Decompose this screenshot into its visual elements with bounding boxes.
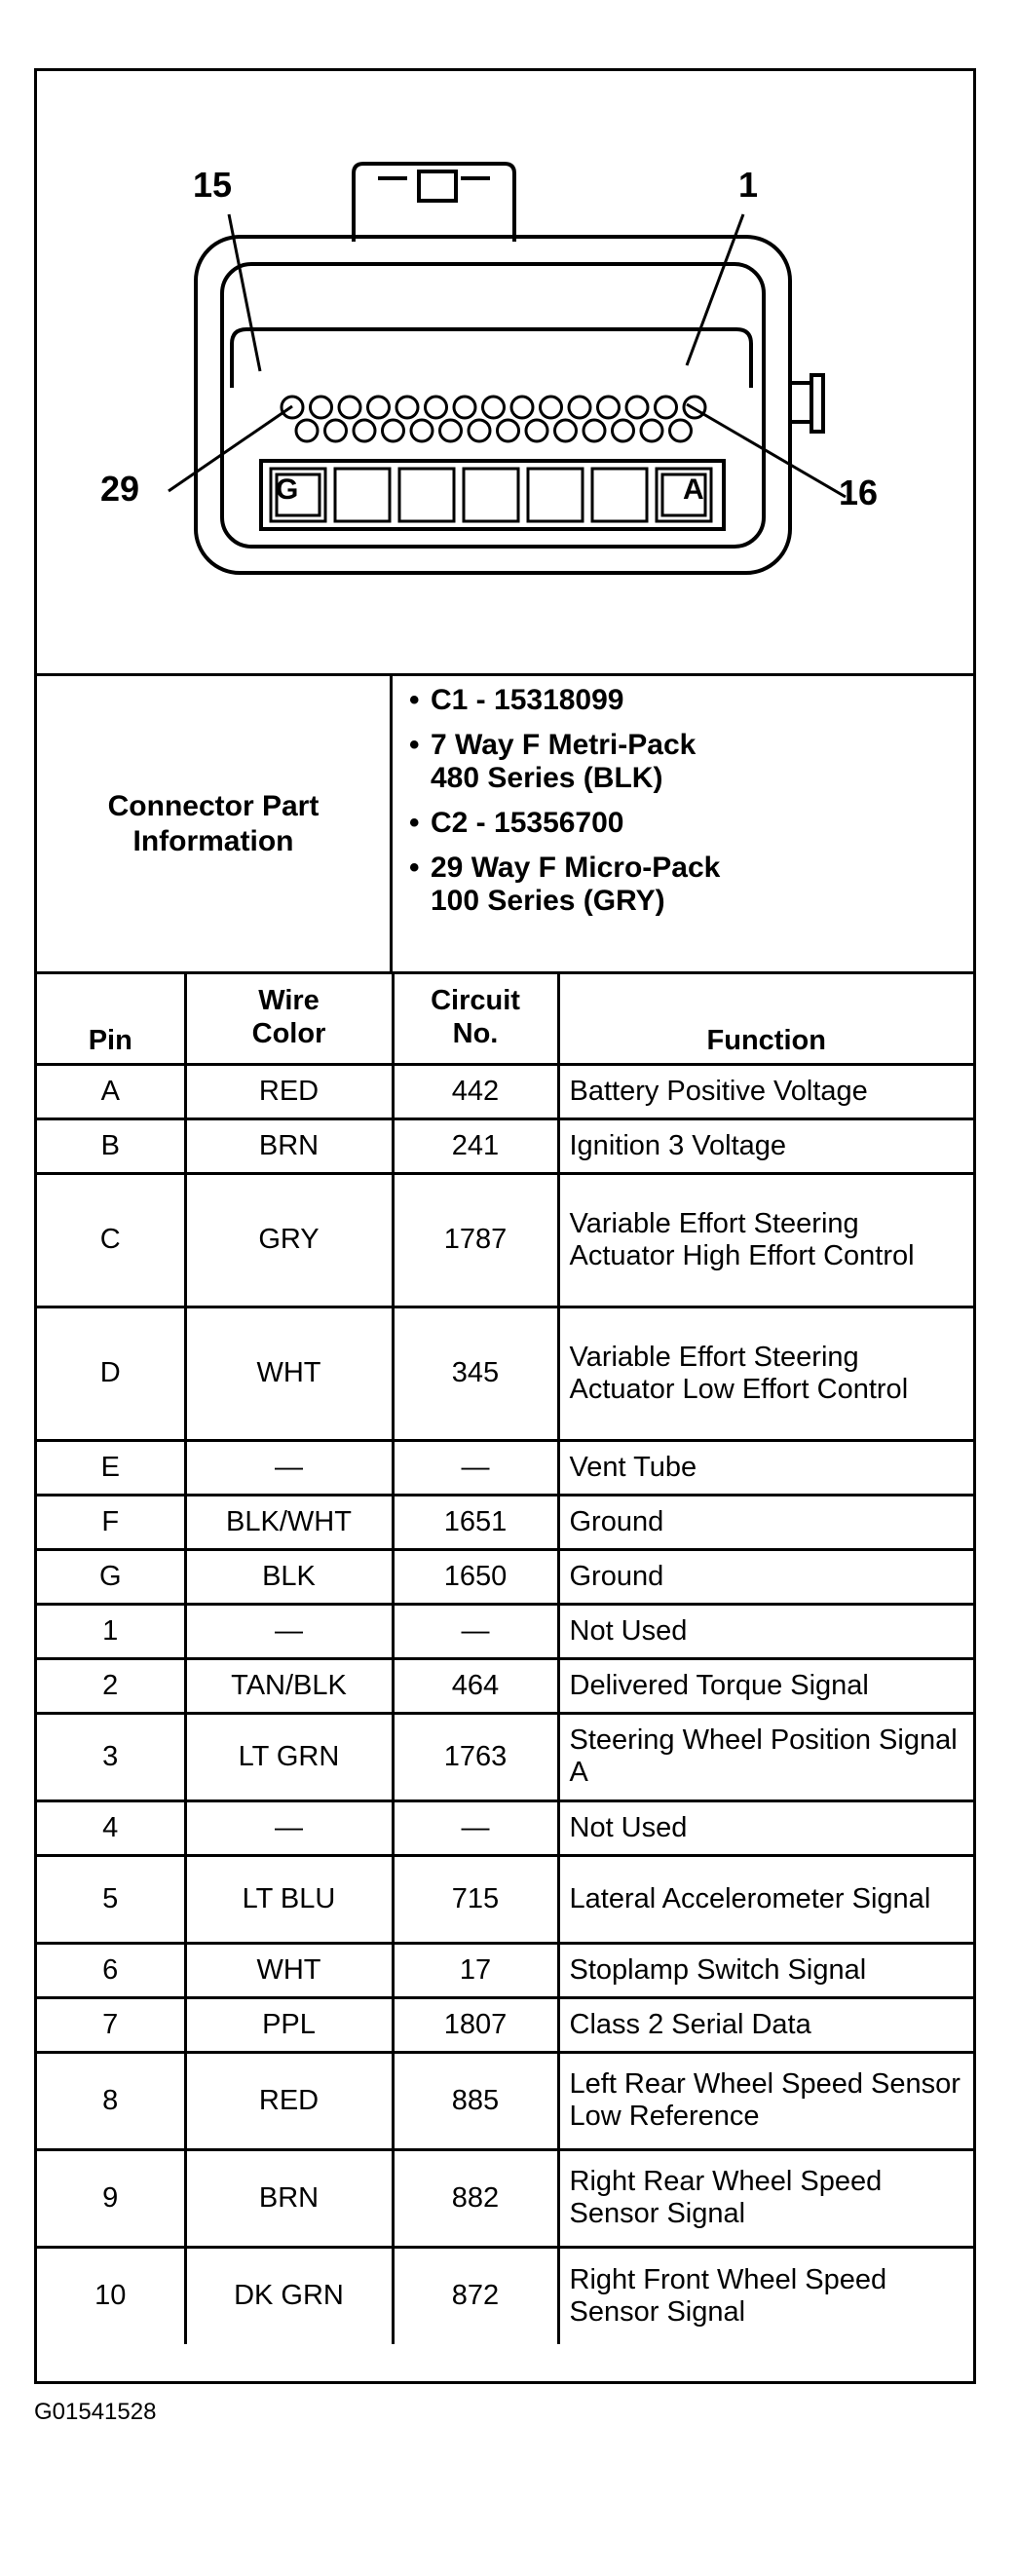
cell-function: Variable Effort Steering Actuator Low Effort Control	[558, 1307, 973, 1440]
cell-circuit-no: 1787	[393, 1173, 558, 1307]
cell-wire-color: WHT	[185, 1307, 393, 1440]
cell-pin: 2	[37, 1658, 185, 1713]
cell-wire-color: PPL	[185, 1997, 393, 2052]
table-row	[37, 1943, 973, 1997]
connector-info-item-text: 480 Series (BLK)	[431, 762, 663, 794]
cell-wire-color: TAN/BLK	[185, 1658, 393, 1713]
leader-29	[169, 406, 292, 491]
cell-circuit-no: 872	[393, 2247, 558, 2344]
connector-info-label	[37, 676, 393, 971]
pin-cavity	[325, 420, 347, 441]
terminal-cavity	[528, 469, 583, 521]
cell-pin: 3	[37, 1713, 185, 1800]
terminal-cavity	[464, 469, 518, 521]
connector-drawing	[37, 71, 973, 673]
table-row	[37, 1495, 973, 1549]
cell-wire-color: —	[185, 1604, 393, 1658]
pin-cavity	[526, 420, 547, 441]
cell-function: Vent Tube	[558, 1440, 973, 1495]
pin-cavity	[426, 397, 447, 418]
cell-function: Right Rear Wheel Speed Sensor Signal	[558, 2149, 973, 2247]
table-row	[37, 2247, 973, 2344]
table-row	[37, 1713, 973, 1800]
pin-cavity	[613, 420, 634, 441]
cell-function: Ground	[558, 1549, 973, 1604]
cell-pin: 10	[37, 2247, 185, 2344]
header-wire-line2: Color	[251, 1017, 326, 1049]
pin-cavity	[339, 397, 360, 418]
cell-wire-color: RED	[185, 2052, 393, 2149]
cell-wire-color: LT BLU	[185, 1855, 393, 1943]
cell-pin: 6	[37, 1943, 185, 1997]
cell-wire-color: —	[185, 1800, 393, 1855]
pinout-table	[37, 971, 973, 2344]
pin-cavity	[454, 397, 475, 418]
cell-circuit-no: 715	[393, 1855, 558, 1943]
header-circuit-no	[393, 971, 558, 1064]
connector-part-information	[37, 676, 973, 974]
cell-circuit-no: 1651	[393, 1495, 558, 1549]
figure-id: G01541528	[34, 2399, 157, 2425]
header-pin: Pin	[37, 971, 185, 1064]
cell-circuit-no: 882	[393, 2149, 558, 2247]
cell-function: Ignition 3 Voltage	[558, 1118, 973, 1173]
pin-cavity	[598, 397, 620, 418]
cell-pin: 5	[37, 1855, 185, 1943]
connector-info-item-text: 100 Series (GRY)	[431, 885, 665, 917]
pin-cavity	[584, 420, 605, 441]
callout-29: 29	[100, 469, 140, 509]
connector-info-item-text: • C2 - 15356700	[431, 807, 624, 839]
cell-pin: C	[37, 1173, 185, 1307]
cell-pin: D	[37, 1307, 185, 1440]
cell-function: Stoplamp Switch Signal	[558, 1943, 973, 1997]
cell-function: Not Used	[558, 1800, 973, 1855]
cell-wire-color: WHT	[185, 1943, 393, 1997]
cell-circuit-no: 464	[393, 1658, 558, 1713]
cell-wire-color: BRN	[185, 2149, 393, 2247]
cell-pin: 9	[37, 2149, 185, 2247]
cell-pin: 7	[37, 1997, 185, 2052]
connector-info-item-text: • C1 - 15318099	[431, 684, 624, 716]
connector-info-item	[396, 807, 970, 840]
header-function: Function	[558, 971, 973, 1064]
cavity-label-a: A	[683, 474, 704, 506]
cell-function: Lateral Accelerometer Signal	[558, 1855, 973, 1943]
cell-function: Variable Effort Steering Actuator High Effort Control	[558, 1173, 973, 1307]
table-row	[37, 1658, 973, 1713]
table-header-row	[37, 971, 973, 1064]
table-row	[37, 1064, 973, 1118]
pin-cavity	[440, 420, 462, 441]
cell-wire-color: BLK	[185, 1549, 393, 1604]
connector-info-label-line1: Connector Part	[107, 789, 320, 822]
cell-circuit-no: 1807	[393, 1997, 558, 2052]
connector-info-item	[396, 729, 970, 795]
connector-info-item-text: • 7 Way F Metri-Pack	[431, 729, 697, 761]
cell-circuit-no: —	[393, 1440, 558, 1495]
terminal-cavity	[592, 469, 647, 521]
cell-wire-color: BLK/WHT	[185, 1495, 393, 1549]
cell-function: Battery Positive Voltage	[558, 1064, 973, 1118]
cell-function: Left Rear Wheel Speed Sensor Low Reference	[558, 2052, 973, 2149]
cavity-label-g: G	[276, 474, 299, 506]
terminal-cavity	[399, 469, 454, 521]
cell-wire-color: BRN	[185, 1118, 393, 1173]
pin-cavity	[511, 397, 533, 418]
pin-cavity	[396, 397, 418, 418]
cell-circuit-no: 345	[393, 1307, 558, 1440]
cell-function: Delivered Torque Signal	[558, 1658, 973, 1713]
cell-function: Ground	[558, 1495, 973, 1549]
cell-pin: F	[37, 1495, 185, 1549]
connector-info-item	[396, 852, 970, 918]
pin-cavity	[368, 397, 390, 418]
cell-pin: 8	[37, 2052, 185, 2149]
cell-pin: A	[37, 1064, 185, 1118]
cell-wire-color: LT GRN	[185, 1713, 393, 1800]
connector-info-label-line2: Information	[132, 824, 294, 857]
pin-cavity	[469, 420, 490, 441]
pin-cavity	[656, 397, 677, 418]
cell-pin: 4	[37, 1800, 185, 1855]
pin-cavity	[641, 420, 662, 441]
cell-function: Steering Wheel Position Signal A	[558, 1713, 973, 1800]
pin-cavity	[541, 397, 562, 418]
header-circuit-line1: Circuit	[431, 984, 520, 1016]
header-circuit-line2: No.	[452, 1017, 499, 1049]
cell-circuit-no: 1763	[393, 1713, 558, 1800]
pin-cavity	[354, 420, 375, 441]
cell-pin: B	[37, 1118, 185, 1173]
table-row	[37, 1604, 973, 1658]
cell-wire-color: —	[185, 1440, 393, 1495]
pin-cavity	[670, 420, 692, 441]
pin-cavity	[569, 397, 590, 418]
cell-pin: 1	[37, 1604, 185, 1658]
table-row	[37, 1118, 973, 1173]
cell-function: Right Front Wheel Speed Sensor Signal	[558, 2247, 973, 2344]
pin-cavity	[411, 420, 433, 441]
connector-info-list	[396, 684, 970, 929]
header-wire-line1: Wire	[258, 984, 320, 1016]
table-row	[37, 1307, 973, 1440]
cell-circuit-no: 885	[393, 2052, 558, 2149]
table-row	[37, 1800, 973, 1855]
callout-1: 1	[738, 165, 759, 205]
pin-cavity	[383, 420, 404, 441]
pin-cavity	[483, 397, 505, 418]
cell-function: Not Used	[558, 1604, 973, 1658]
callout-16: 16	[839, 473, 879, 512]
cell-function: Class 2 Serial Data	[558, 1997, 973, 2052]
header-wire-color	[185, 971, 393, 1064]
terminal-cavity	[335, 469, 390, 521]
cell-circuit-no: 1650	[393, 1549, 558, 1604]
pin-cavity	[311, 397, 332, 418]
table-row	[37, 2052, 973, 2149]
table-row	[37, 1549, 973, 1604]
pin-cavity	[498, 420, 519, 441]
table-row	[37, 1855, 973, 1943]
cell-circuit-no: —	[393, 1800, 558, 1855]
pin-cavity	[555, 420, 577, 441]
table-row	[37, 1440, 973, 1495]
cell-wire-color: DK GRN	[185, 2247, 393, 2344]
cell-pin: G	[37, 1549, 185, 1604]
cell-wire-color: GRY	[185, 1173, 393, 1307]
table-row	[37, 1997, 973, 2052]
table-row	[37, 1173, 973, 1307]
cell-pin: E	[37, 1440, 185, 1495]
cell-wire-color: RED	[185, 1064, 393, 1118]
cell-circuit-no: —	[393, 1604, 558, 1658]
connector-info-item-text: • 29 Way F Micro-Pack	[431, 852, 721, 884]
pin-cavity	[626, 397, 648, 418]
cell-circuit-no: 241	[393, 1118, 558, 1173]
callout-15: 15	[193, 165, 233, 205]
cell-circuit-no: 17	[393, 1943, 558, 1997]
connector-document	[34, 68, 976, 2384]
cell-circuit-no: 442	[393, 1064, 558, 1118]
pin-cavity	[296, 420, 318, 441]
table-row	[37, 2149, 973, 2247]
connector-info-item	[396, 684, 970, 717]
connector-diagram	[37, 71, 973, 676]
